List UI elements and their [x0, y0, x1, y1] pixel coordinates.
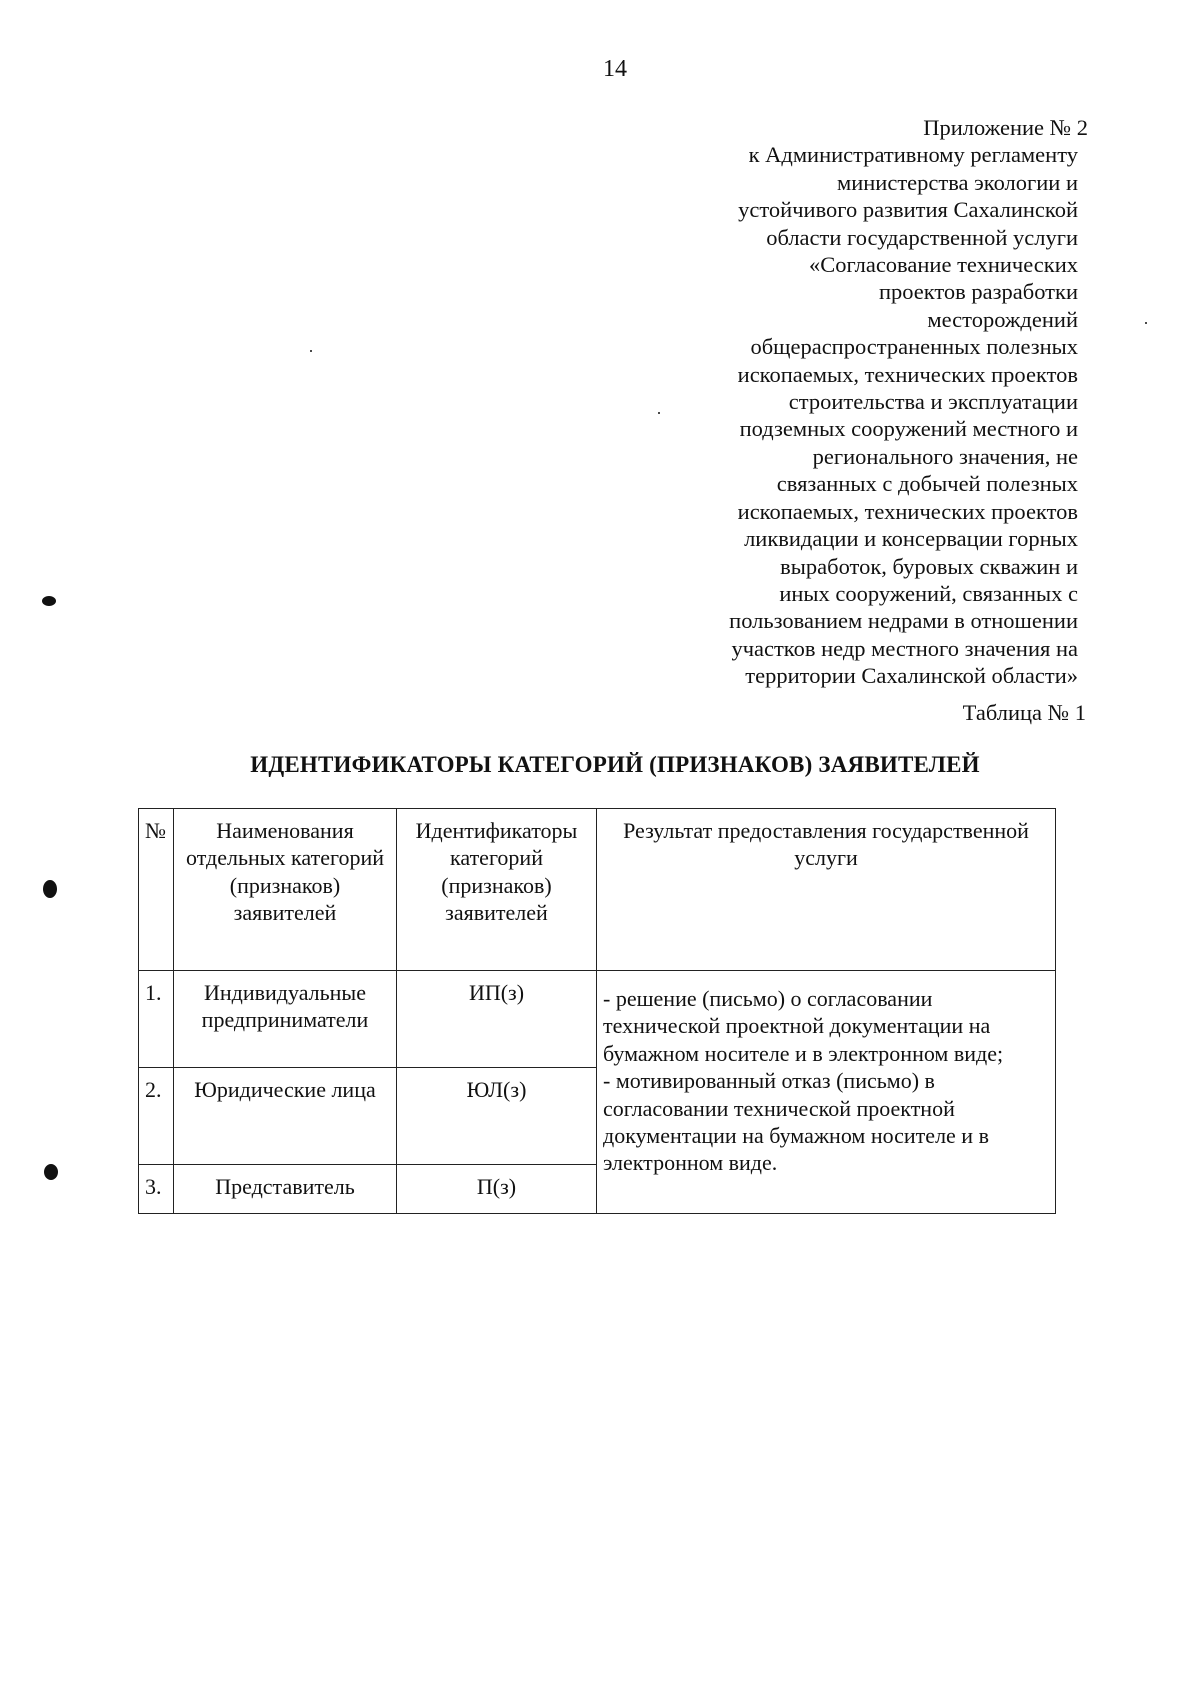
annex-line: проектов разработки: [878, 279, 1078, 305]
scan-speck: [1145, 322, 1147, 324]
result-approval: - решение (письмо) о согласовании технической проектной документации на бумажном носителе и в электронном виде;: [603, 986, 1004, 1066]
annex-line: месторождений: [927, 306, 1078, 332]
result-refusal: - мотивированный отказ (письмо) в согласовании технической проектной документации на бумажном носителе и в электронном виде.: [603, 1068, 989, 1176]
annex-line: устойчивого развития Сахалинской: [738, 197, 1078, 223]
annex-line: области государственной услуги: [766, 224, 1078, 250]
row-number: 1.: [139, 971, 174, 1068]
scan-speck: [42, 596, 56, 606]
annex-line: Приложение № 2: [923, 115, 1088, 140]
applicant-categories-table: [138, 808, 1056, 1214]
annex-line: подземных сооружений местного и: [739, 416, 1078, 442]
annex-line: «Согласование технических: [809, 252, 1078, 278]
header-identifier: Идентификаторы категорий (признаков) заявителей: [397, 809, 597, 971]
annex-line: общераспространенных полезных: [750, 334, 1078, 360]
result-cell: [597, 971, 1056, 1214]
row-identifier: ИП(з): [397, 971, 597, 1068]
table-row: [139, 971, 1056, 1068]
annex-line: регионального значения, не: [812, 443, 1078, 469]
row-number: 3.: [139, 1165, 174, 1214]
row-identifier: П(з): [397, 1165, 597, 1214]
table-number: Таблица № 1: [962, 700, 1086, 725]
annex-line: территории Сахалинской области»: [745, 663, 1078, 689]
scan-speck: [310, 350, 312, 352]
annex-reference: [558, 114, 1088, 690]
row-category-name: Юридические лица: [174, 1068, 397, 1165]
annex-line: министерства экологии и: [836, 169, 1078, 195]
annex-line: участков недр местного значения на: [731, 635, 1078, 661]
header-number: №: [139, 809, 174, 971]
annex-line: ископаемых, технических проектов: [737, 361, 1078, 387]
header-result: Результат предоставления государственной услуги: [597, 809, 1056, 971]
annex-line: связанных с добычей полезных: [776, 471, 1078, 497]
table-header-row: [139, 809, 1056, 971]
annex-line: строительства и эксплуатации: [788, 389, 1078, 415]
annex-line: к Административному регламенту: [748, 142, 1078, 168]
annex-line: иных сооружений, связанных с: [779, 580, 1078, 606]
scan-speck: [658, 412, 660, 414]
header-category-name: Наименования отдельных категорий (признаков) заявителей: [174, 809, 397, 971]
row-identifier: ЮЛ(з): [397, 1068, 597, 1165]
document-title: ИДЕНТИФИКАТОРЫ КАТЕГОРИЙ (ПРИЗНАКОВ) ЗАЯВИТЕЛЕЙ: [250, 752, 980, 777]
scan-speck: [43, 880, 57, 898]
row-category-name: Представитель: [174, 1165, 397, 1214]
annex-line: выработок, буровых скважин и: [780, 553, 1078, 579]
annex-line: ликвидации и консервации горных: [744, 526, 1078, 552]
page-number: 14: [603, 56, 627, 82]
row-number: 2.: [139, 1068, 174, 1165]
row-category-name: Индивидуальные предприниматели: [174, 971, 397, 1068]
scan-speck: [44, 1164, 58, 1180]
annex-line: пользованием недрами в отношении: [729, 608, 1078, 634]
annex-line: ископаемых, технических проектов: [737, 498, 1078, 524]
